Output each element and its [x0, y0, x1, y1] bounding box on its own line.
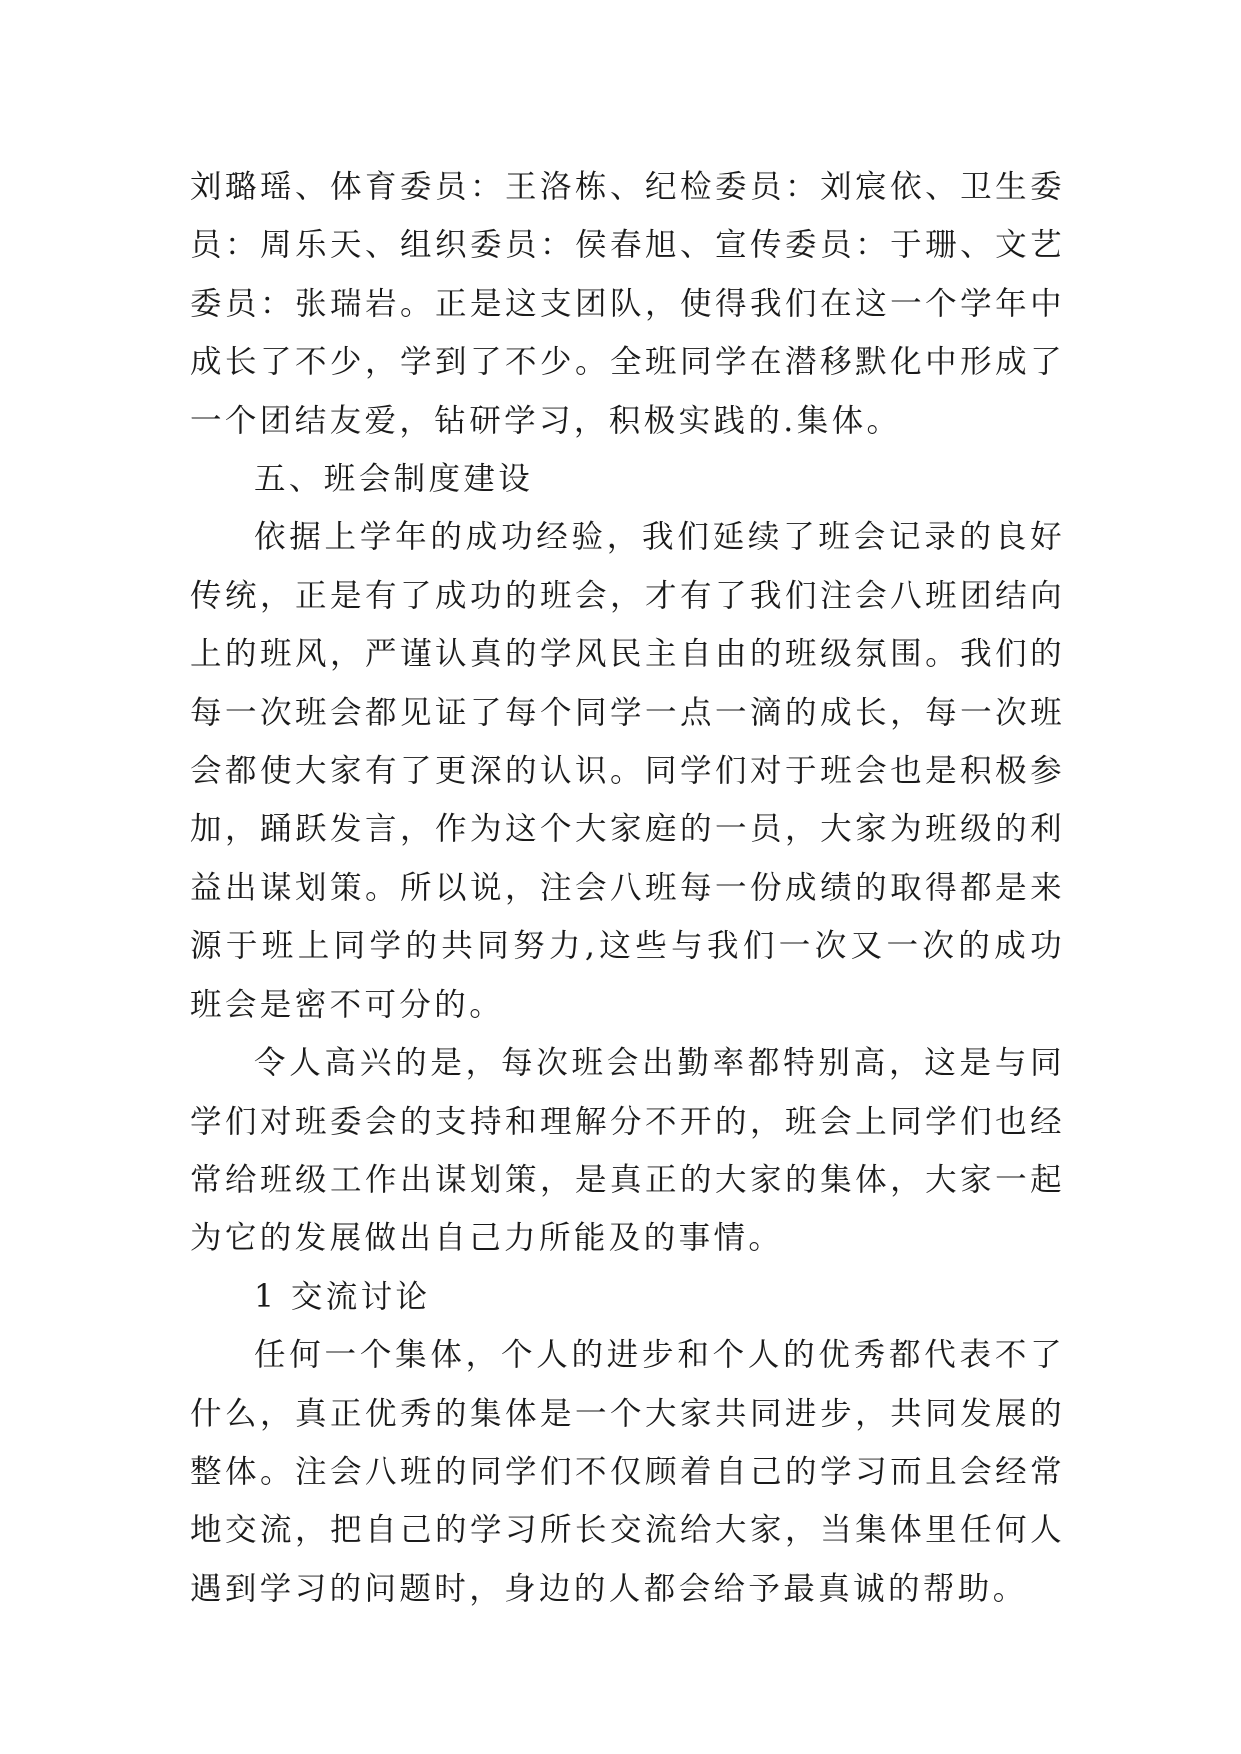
paragraph-attendance: 令人高兴的是，每次班会出勤率都特别高，这是与同学们对班委会的支持和理解分不开的，班会上同学们也经常给班级工作出谋划策，是真正的大家的集体，大家一起为它的发展做出自己力所能及的事情。	[190, 1045, 1065, 1257]
section-heading-class-meeting: 五、班会制度建设	[254, 461, 534, 498]
document-page	[190, 158, 1065, 1618]
subsection-heading-discussion: 1 交流讨论	[254, 1278, 431, 1315]
paragraph-committee-members: 刘璐瑶、体育委员：王洛栋、纪检委员：刘宸依、卫生委员：周乐天、组织委员：侯春旭、宣传委员：于珊、文艺委员：张瑞岩。正是这支团队，使得我们在这一个学年中成长了不少，学到了不少。全班同学在潜移默化中形成了一个团结友爱，钻研学习，积极实践的.集体。	[190, 169, 1065, 439]
paragraph-discussion: 任何一个集体，个人的进步和个人的优秀都代表不了什么，真正优秀的集体是一个大家共同进步，共同发展的整体。注会八班的同学们不仅顾着自己的学习而且会经常地交流，把自己的学习所长交流给大家，当集体里任何人遇到学习的问题时，身边的人都会给予最真诚的帮助。	[190, 1337, 1065, 1607]
paragraph-class-meeting-experience: 依据上学年的成功经验，我们延续了班会记录的良好传统，正是有了成功的班会，才有了我们注会八班团结向上的班风，严谨认真的学风民主自由的班级氛围。我们的每一次班会都见证了每个同学一点一滴的成长，每一次班会都使大家有了更深的认识。同学们对于班会也是积极参加，踊跃发言，作为这个大家庭的一员，大家为班级的利益出谋划策。所以说，注会八班每一份成绩的取得都是来源于班上同学的共同努力,这些与我们一次又一次的成功班会是密不可分的。	[190, 519, 1065, 1023]
